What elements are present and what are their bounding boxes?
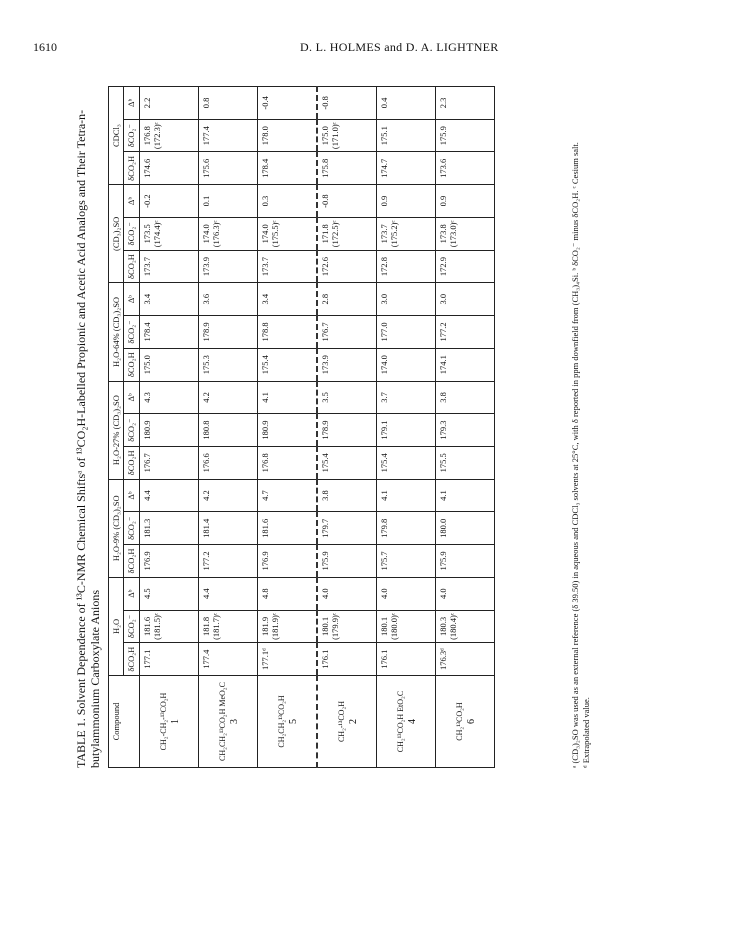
- acid-shift-cell: 177.4: [199, 643, 258, 676]
- shift-subheader: δCO₂⁻: [124, 119, 140, 152]
- shift-subheader: δCO₂H: [124, 643, 140, 676]
- delta-cell: 0.9: [377, 185, 436, 218]
- anion-shift-value: 176.8: [142, 126, 152, 146]
- acid-shift-cell: 172.8: [377, 250, 436, 283]
- anion-shift-cell: [140, 512, 199, 545]
- compound-cell: [140, 676, 199, 768]
- anion-shift-value: 180.1: [320, 616, 330, 636]
- anion-shift-value: 179.1: [379, 420, 389, 440]
- delta-cell: 4.8: [258, 577, 318, 610]
- acid-shift-cell: 175.9: [317, 545, 377, 578]
- shift-subheader: δCO₂⁻: [124, 610, 140, 643]
- table-row: [436, 87, 495, 768]
- acid-shift-cell: 173.7: [140, 250, 199, 283]
- anion-shift-cell: [199, 316, 258, 349]
- delta-cell: 2.8: [317, 283, 377, 316]
- nmr-shift-table: [108, 86, 495, 768]
- anion-shift-value: 178.8: [260, 322, 270, 342]
- compound-structure-label: CH₂-¹³CO₂H: [336, 700, 346, 743]
- table-row: [140, 87, 199, 768]
- acid-shift-cell: 175.5: [436, 446, 495, 479]
- anion-shift-cell: [258, 414, 318, 447]
- anion-shift-cell: [377, 414, 436, 447]
- page-number: 1610: [33, 40, 57, 54]
- acid-shift-cell: 173.6: [436, 152, 495, 185]
- anion-shift-cell: [140, 217, 199, 250]
- shift-subheader: Δᵇ: [124, 283, 140, 316]
- shift-subheader: δCO₂⁻: [124, 217, 140, 250]
- anion-shift-value: 180.1: [379, 616, 389, 636]
- shift-subheader: Δᵇ: [124, 479, 140, 512]
- delta-cell: 4.1: [258, 381, 318, 414]
- delta-cell: -0.2: [140, 185, 199, 218]
- anion-shift-cell: [377, 119, 436, 152]
- cesium-salt-value: (174.4)ᶜ: [152, 220, 162, 248]
- cesium-salt-value: (175.2)ᶜ: [389, 220, 399, 248]
- compound-cell: [317, 676, 377, 768]
- solvent-group-header: H₂O: [109, 577, 124, 675]
- acid-shift-cell: 175.9: [436, 545, 495, 578]
- anion-shift-value: 181.6: [260, 518, 270, 538]
- table-row: [199, 87, 258, 768]
- delta-cell: 3.4: [140, 283, 199, 316]
- anion-shift-cell: [258, 217, 318, 250]
- anion-shift-cell: [436, 217, 495, 250]
- anion-shift-value: 174.0: [260, 224, 270, 244]
- delta-cell: 0.9: [436, 185, 495, 218]
- anion-shift-cell: [377, 610, 436, 643]
- anion-shift-cell: [377, 217, 436, 250]
- delta-cell: 4.7: [258, 479, 318, 512]
- compound-number: 2: [347, 719, 359, 724]
- anion-shift-value: 174.0: [201, 224, 211, 244]
- anion-shift-value: 180.8: [201, 420, 211, 440]
- compound-number: 5: [287, 719, 299, 724]
- compound-structure-label: CH₂¹³CO₂H EtO₂C: [395, 690, 405, 753]
- anion-shift-value: 173.7: [379, 224, 389, 244]
- anion-shift-cell: [140, 119, 199, 152]
- anion-shift-cell: [140, 610, 199, 643]
- solvent-group-header: (CD₃)₂SO: [109, 185, 124, 283]
- acid-shift-cell: 172.6: [317, 250, 377, 283]
- delta-cell: 4.5: [140, 577, 199, 610]
- cesium-salt-value: (181.5)ᶜ: [152, 612, 162, 640]
- anion-shift-value: 181.3: [142, 518, 152, 538]
- anion-shift-value: 173.5: [142, 224, 152, 244]
- table-row: [377, 87, 436, 768]
- anion-shift-cell: [258, 316, 318, 349]
- acid-shift-cell: 176.9: [140, 545, 199, 578]
- cesium-salt-value: (181.7)ᶜ: [211, 612, 221, 640]
- delta-cell: 3.4: [258, 283, 318, 316]
- delta-cell: 3.0: [377, 283, 436, 316]
- shift-subheader: δCO₂H: [124, 348, 140, 381]
- delta-cell: -0.8: [317, 87, 377, 120]
- anion-shift-cell: [436, 414, 495, 447]
- acid-shift-cell: 176.3ᵈ: [436, 643, 495, 676]
- anion-shift-value: 179.3: [438, 420, 448, 440]
- acid-shift-cell: 176.1: [377, 643, 436, 676]
- anion-shift-value: 180.9: [142, 420, 152, 440]
- cesium-salt-value: (171.0)ᶜ: [330, 122, 340, 150]
- acid-shift-cell: 173.9: [199, 250, 258, 283]
- delta-cell: 4.1: [436, 479, 495, 512]
- delta-cell: 3.8: [436, 381, 495, 414]
- compound-cell: [377, 676, 436, 768]
- cesium-salt-value: (173.0)ᶜ: [448, 220, 458, 248]
- shift-subheader: δCO₂⁻: [124, 512, 140, 545]
- anion-shift-value: 178.0: [260, 126, 270, 146]
- running-head: D. L. HOLMES and D. A. LIGHTNER: [300, 40, 499, 54]
- delta-cell: 4.0: [377, 577, 436, 610]
- delta-cell: 4.4: [199, 577, 258, 610]
- cesium-salt-value: (176.3)ᶜ: [211, 220, 221, 248]
- compound-structure-label: CH₂CH₂¹³CO₂H: [276, 695, 286, 748]
- delta-cell: 3.0: [436, 283, 495, 316]
- anion-shift-value: 178.9: [320, 420, 330, 440]
- acid-shift-cell: 172.9: [436, 250, 495, 283]
- acid-shift-cell: 176.6: [199, 446, 258, 479]
- anion-shift-value: 177.2: [438, 322, 448, 342]
- compound-cell: [199, 676, 258, 768]
- anion-shift-value: 177.0: [379, 322, 389, 342]
- acid-shift-cell: 176.1: [317, 643, 377, 676]
- acid-shift-cell: 175.0: [140, 348, 199, 381]
- acid-shift-cell: 177.2: [199, 545, 258, 578]
- table-row: [258, 87, 318, 768]
- anion-shift-cell: [317, 512, 377, 545]
- compound-number: 6: [465, 719, 477, 724]
- acid-shift-cell: 176.9: [258, 545, 318, 578]
- anion-shift-value: 175.9: [438, 126, 448, 146]
- anion-shift-cell: [377, 512, 436, 545]
- compound-cell: [258, 676, 318, 768]
- anion-shift-cell: [436, 119, 495, 152]
- delta-cell: -0.8: [317, 185, 377, 218]
- acid-shift-cell: 175.3: [199, 348, 258, 381]
- delta-cell: 0.4: [377, 87, 436, 120]
- acid-shift-cell: 173.9: [317, 348, 377, 381]
- anion-shift-cell: [436, 610, 495, 643]
- delta-cell: 3.8: [317, 479, 377, 512]
- cesium-salt-value: (175.5)ᶜ: [270, 220, 280, 248]
- anion-shift-value: 181.6: [142, 616, 152, 636]
- anion-shift-value: 181.8: [201, 616, 211, 636]
- cesium-salt-value: (180.4)ᶜ: [448, 612, 458, 640]
- delta-cell: 4.0: [436, 577, 495, 610]
- anion-shift-value: 178.9: [201, 322, 211, 342]
- delta-cell: 4.0: [317, 577, 377, 610]
- compound-header: Compound: [109, 676, 140, 768]
- shift-subheader: Δᵇ: [124, 381, 140, 414]
- anion-shift-value: 176.7: [320, 322, 330, 342]
- shift-subheader: δCO₂H: [124, 250, 140, 283]
- acid-shift-cell: 175.8: [317, 152, 377, 185]
- column-subheader-row: [124, 87, 140, 768]
- acid-shift-cell: 175.6: [199, 152, 258, 185]
- acid-shift-cell: 173.7: [258, 250, 318, 283]
- anion-shift-cell: [140, 414, 199, 447]
- anion-shift-cell: [199, 217, 258, 250]
- anion-shift-cell: [199, 610, 258, 643]
- anion-shift-cell: [140, 316, 199, 349]
- delta-cell: 3.6: [199, 283, 258, 316]
- acid-shift-cell: 178.4: [258, 152, 318, 185]
- delta-cell: 4.2: [199, 381, 258, 414]
- delta-cell: 0.1: [199, 185, 258, 218]
- anion-shift-cell: [317, 316, 377, 349]
- delta-cell: 4.1: [377, 479, 436, 512]
- delta-cell: 4.2: [199, 479, 258, 512]
- column-group-row: [109, 87, 124, 768]
- anion-shift-cell: [317, 414, 377, 447]
- acid-shift-cell: 177.1ᵈ: [258, 643, 318, 676]
- rotated-table-block: [74, 86, 644, 768]
- acid-shift-cell: 175.7: [377, 545, 436, 578]
- delta-cell: 4.4: [140, 479, 199, 512]
- anion-shift-value: 181.9: [260, 616, 270, 636]
- delta-cell: 3.7: [377, 381, 436, 414]
- table-footnotes: [570, 86, 592, 768]
- acid-shift-cell: 175.4: [317, 446, 377, 479]
- solvent-group-header: H₂O-27% (CD₃)₂SO: [109, 381, 124, 479]
- anion-shift-value: 175.1: [379, 126, 389, 146]
- cesium-salt-value: (172.3)ᶜ: [152, 122, 162, 150]
- delta-cell: 0.8: [199, 87, 258, 120]
- compound-structure-label: CH₂CH₂¹³CO₂H MeO₂C: [217, 682, 227, 761]
- anion-shift-cell: [258, 610, 318, 643]
- compound-cell: [436, 676, 495, 768]
- footnote-a: ᵃ (CD₃)₂SO was used as an external reference (δ 39.50) in aqueous and CDCl₃ solvents at 25°C, with δ reported in ppm downfield from (CH₃)₄Si. ᵇ δCO₂⁻ minus δCO₂H. ᶜ Cesium salt.: [570, 142, 580, 768]
- anion-shift-value: 178.4: [142, 322, 152, 342]
- shift-subheader: Δᵇ: [124, 185, 140, 218]
- delta-cell: 2.2: [140, 87, 199, 120]
- anion-shift-cell: [317, 217, 377, 250]
- anion-shift-value: 177.4: [201, 126, 211, 146]
- cesium-salt-value: (181.9)ᶜ: [270, 612, 280, 640]
- acid-shift-cell: 176.8: [258, 446, 318, 479]
- anion-shift-value: 181.4: [201, 518, 211, 538]
- anion-shift-cell: [199, 512, 258, 545]
- anion-shift-cell: [199, 414, 258, 447]
- shift-subheader: δCO₂H: [124, 152, 140, 185]
- acid-shift-cell: 174.7: [377, 152, 436, 185]
- table-caption: TABLE 1. Solvent Dependence of ¹³C-NMR Chemical Shiftsᵃ of ¹³CO₂H-Labelled Propionic and Acetic Acid Analogs and Their Tetra-n-butylammonium Carboxylate Anions: [74, 109, 102, 768]
- compound-structure-label: CH₂-CH₂-¹³CO₂H: [158, 692, 168, 751]
- anion-shift-value: 179.8: [379, 518, 389, 538]
- anion-shift-value: 180.0: [438, 518, 448, 538]
- acid-shift-cell: 174.1: [436, 348, 495, 381]
- anion-shift-value: 171.8: [320, 224, 330, 244]
- acid-shift-cell: 174.0: [377, 348, 436, 381]
- compound-number: 3: [228, 719, 240, 724]
- table-row: [317, 87, 377, 768]
- anion-shift-value: 175.0: [320, 126, 330, 146]
- anion-shift-cell: [436, 512, 495, 545]
- delta-cell: 3.5: [317, 381, 377, 414]
- cesium-salt-value: (172.5)ᶜ: [330, 220, 340, 248]
- anion-shift-value: 179.7: [320, 518, 330, 538]
- anion-shift-value: 173.8: [438, 224, 448, 244]
- acid-shift-cell: 174.6: [140, 152, 199, 185]
- anion-shift-cell: [258, 512, 318, 545]
- acid-shift-cell: 175.4: [258, 348, 318, 381]
- table-body: [140, 87, 495, 768]
- shift-subheader: Δᵇ: [124, 87, 140, 120]
- anion-shift-value: 180.3: [438, 616, 448, 636]
- shift-subheader: δCO₂⁻: [124, 414, 140, 447]
- solvent-group-header: H₂O-9% (CD₃)₂SO: [109, 479, 124, 577]
- anion-shift-cell: [317, 119, 377, 152]
- compound-number: 1: [169, 719, 181, 724]
- shift-subheader: δCO₂⁻: [124, 316, 140, 349]
- anion-shift-cell: [258, 119, 318, 152]
- anion-shift-value: 180.9: [260, 420, 270, 440]
- shift-subheader: δCO₂H: [124, 545, 140, 578]
- cesium-salt-value: (179.9)ᶜ: [330, 612, 340, 640]
- anion-shift-cell: [377, 316, 436, 349]
- compound-structure-label: CH₂¹³CO₂H: [454, 702, 464, 741]
- footnote-d: ᵈ Extrapolated value.: [581, 697, 591, 768]
- anion-shift-cell: [199, 119, 258, 152]
- delta-cell: 2.3: [436, 87, 495, 120]
- compound-number: 4: [406, 719, 418, 724]
- delta-cell: 4.3: [140, 381, 199, 414]
- delta-cell: -0.4: [258, 87, 318, 120]
- delta-cell: 0.3: [258, 185, 318, 218]
- shift-subheader: δCO₂H: [124, 446, 140, 479]
- acid-shift-cell: 175.4: [377, 446, 436, 479]
- acid-shift-cell: 176.7: [140, 446, 199, 479]
- acid-shift-cell: 177.1: [140, 643, 199, 676]
- anion-shift-cell: [436, 316, 495, 349]
- solvent-group-header: H₂O-64% (CD₃)₂SO: [109, 283, 124, 381]
- anion-shift-cell: [317, 610, 377, 643]
- shift-subheader: Δᵇ: [124, 577, 140, 610]
- solvent-group-header: CDCl₃: [109, 87, 124, 185]
- cesium-salt-value: (180.0)ᶜ: [389, 612, 399, 640]
